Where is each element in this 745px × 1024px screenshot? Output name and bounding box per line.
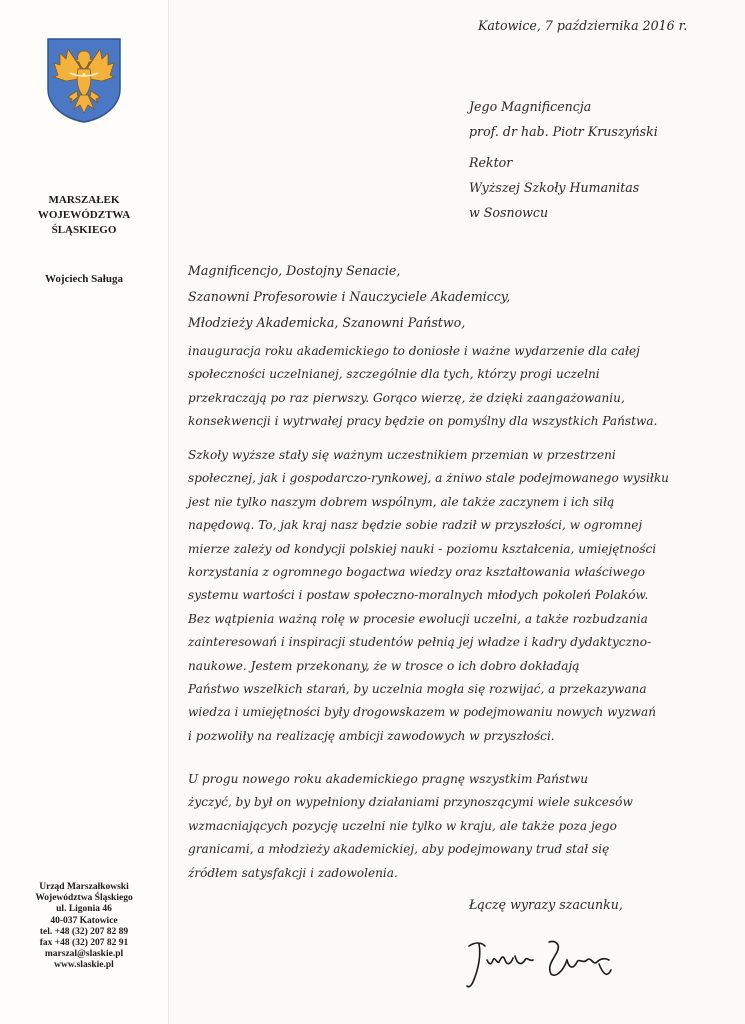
text-line: Szkoły wyższe stały się ważnym uczestnikiem przemian w przestrzeni [188, 448, 616, 462]
text-line: mierze zależy od kondycji polskiej nauki - poziomu kształcenia, umiejętności [188, 541, 657, 556]
salutation [188, 258, 510, 336]
text-line: życzyć, by był on wypełniony działaniami przynoszącymi wiele sukcesów [188, 795, 633, 810]
office-title-line: WOJEWÓDZTWA [37, 209, 131, 221]
text-line: systemu wartości i postaw społeczno-moralnych młodych pokoleń Polaków. [188, 588, 649, 603]
salutation-line: Młodzieży Akademicka, Szanowni Państwo, [188, 315, 466, 330]
salutation-line: Szanowni Profesorowie i Nauczyciele Akademiccy, [188, 289, 511, 304]
paragraph-2 [188, 444, 703, 748]
recipient-line: Rektor [469, 155, 513, 170]
recipient-line: prof. dr hab. Piotr Kruszyński [469, 124, 658, 139]
recipient-line: Jego Magnificencja [469, 99, 592, 114]
phone-number: tel. +48 (32) 207 82 89 [39, 926, 129, 937]
text-line: inauguracja roku akademickiego to doniosłe i ważne wydarzenie dla całej [188, 344, 640, 358]
text-line: naukowe. Jestem przekonany, że w trosce o ich dobro dokładają [188, 658, 580, 673]
fax-number: fax +48 (32) 207 82 91 [39, 938, 129, 949]
letterhead-sidebar [0, 0, 169, 1024]
address-line: Województwa Śląskiego [35, 893, 133, 904]
text-line: społecznej, jak i gospodarczo-rynkowej, a żniwo stale podejmowanego wysiłku [188, 471, 669, 486]
handwritten-signature [459, 930, 629, 992]
address-line: Urząd Marszałkowski [39, 882, 129, 892]
address-line: ul. Ligonia 46 [56, 904, 112, 915]
office-title [0, 193, 168, 238]
recipient-line: Wyższej Szkoły Humanitas [469, 180, 640, 195]
text-line: korzystania z ogromnego bogactwa wiedzy oraz kształtowania właściwego [188, 565, 646, 580]
paragraph-1 [188, 340, 703, 434]
office-title-line: MARSZAŁEK [48, 194, 120, 206]
text-line: napędową. To, jak kraj nasz będzie sobie radził w przyszłości, w ogromnej [188, 518, 643, 533]
website-address: www.slaskie.pl [54, 960, 114, 971]
text-line: wzmacniających pozycję uczelni nie tylko w kraju, ale także poza jego [188, 818, 617, 833]
salutation-line: Magnificencjo, Dostojny Senacie, [188, 263, 401, 278]
text-line: granicami, a młodzieży akademickiej, aby podejmowany trud stał się [188, 842, 610, 857]
text-line: społeczności uczelnianej, szczególnie dla tych, którzy progi uczelni [188, 367, 600, 382]
office-title-line: ŚLĄSKIEGO [51, 224, 117, 236]
recipient-line: w Sosnowcu [469, 205, 549, 220]
text-line: i pozwoliły na realizację ambicji zawodowych w przyszłości. [188, 728, 555, 743]
text-line: przekraczają po raz pierwszy. Gorąco wierzę, że dzięki zaangażowaniu, [188, 390, 625, 405]
text-line: wiedza i umiejętności były drogowskazem w podejmowaniu nowych wyzwań [188, 705, 657, 720]
paragraph-3 [188, 768, 703, 885]
recipient-block [469, 94, 658, 225]
text-line: źródłem satysfakcji i zadowolenia. [188, 865, 398, 880]
text-line: jest nie tylko naszym dobrem wspólnym, ale także zaczynem i ich siłą [188, 494, 615, 509]
text-line: zainteresowań i inspiracji studentów pełnią jej władze i kadry dydaktyczno- [188, 635, 652, 650]
text-line: Państwo wszelkich starań, by uczelnia mogła się rozwijać, a przekazywana [188, 682, 647, 697]
text-line: U progu nowego roku akademickiego pragnę wszystkim Państwu [188, 772, 589, 786]
address-line: 40-037 Katowice [50, 915, 118, 926]
text-line: konsekwencji i wytrwałej pracy będzie on pomyślny dla wszystkich Państwa. [188, 414, 658, 429]
office-address [0, 882, 168, 972]
text-line: Bez wątpienia ważną rolę w procesie ewolucji uczelni, a także rozbudzania [188, 611, 648, 626]
letter-date: Katowice, 7 października 2016 r. [478, 18, 688, 33]
silesian-eagle-crest-icon [46, 37, 122, 123]
email-address: marszal@slaskie.pl [44, 949, 124, 960]
closing-line: Łączę wyrazy szacunku, [469, 897, 623, 912]
signatory-name: Wojciech Saługa [45, 273, 123, 285]
